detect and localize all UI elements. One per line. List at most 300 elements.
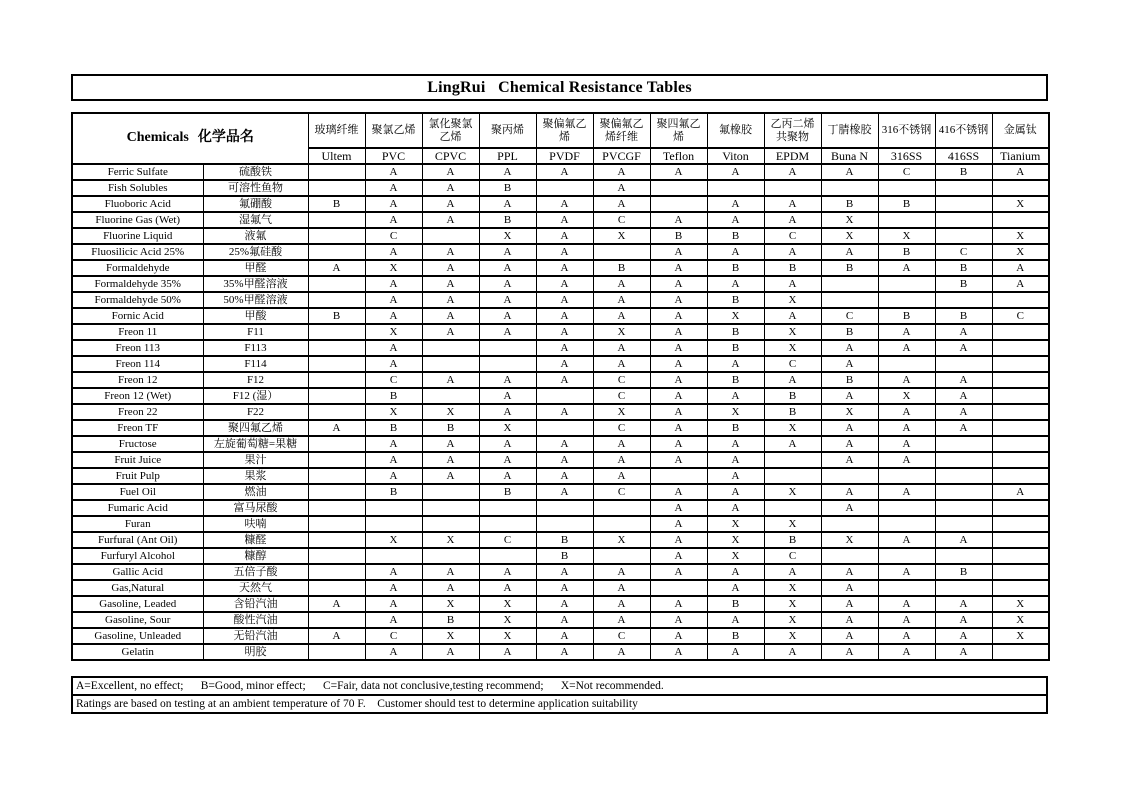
column-header-cn: 乙丙二烯共聚物 <box>764 113 821 148</box>
rating-cell: C <box>764 228 821 244</box>
rating-cell <box>365 516 422 532</box>
rating-cell <box>935 484 992 500</box>
rating-cell: A <box>707 452 764 468</box>
rating-cell: B <box>821 196 878 212</box>
rating-cell: B <box>707 228 764 244</box>
rating-cell <box>308 564 365 580</box>
rating-cell: B <box>764 532 821 548</box>
rating-cell <box>821 276 878 292</box>
rating-cell: A <box>707 564 764 580</box>
rating-cell: A <box>308 260 365 276</box>
rating-cell: A <box>935 388 992 404</box>
rating-cell: X <box>821 212 878 228</box>
chemical-name-cell: Freon 11 <box>72 324 203 340</box>
chemical-name-cell: Gasoline, Leaded <box>72 596 203 612</box>
rating-cell <box>935 228 992 244</box>
rating-cell: A <box>479 324 536 340</box>
chemical-cn-cell: 液氟 <box>203 228 308 244</box>
rating-cell <box>308 612 365 628</box>
rating-cell <box>992 340 1049 356</box>
chemical-cn-cell: 果汁 <box>203 452 308 468</box>
rating-cell: A <box>650 516 707 532</box>
chemical-cn-cell: 天然气 <box>203 580 308 596</box>
chemical-cn-cell: F11 <box>203 324 308 340</box>
rating-cell: A <box>878 644 935 660</box>
column-header-en: PVC <box>365 148 422 164</box>
table-row <box>72 212 1049 228</box>
rating-cell: A <box>650 644 707 660</box>
rating-cell <box>365 548 422 564</box>
rating-cell <box>422 516 479 532</box>
rating-cell: A <box>422 292 479 308</box>
chemical-name-cell: Freon 114 <box>72 356 203 372</box>
rating-cell: A <box>821 340 878 356</box>
rating-cell: A <box>650 212 707 228</box>
rating-cell <box>707 180 764 196</box>
legend-table <box>71 676 1048 714</box>
rating-cell: A <box>308 628 365 644</box>
rating-cell: A <box>821 452 878 468</box>
rating-cell: X <box>593 228 650 244</box>
rating-cell: C <box>593 628 650 644</box>
rating-cell: A <box>536 644 593 660</box>
rating-cell: B <box>764 388 821 404</box>
rating-cell: C <box>593 212 650 228</box>
rating-cell: X <box>878 388 935 404</box>
chemical-cn-cell: 聚四氟乙烯 <box>203 420 308 436</box>
chemical-name-cell: Fornic Acid <box>72 308 203 324</box>
rating-cell: A <box>365 180 422 196</box>
rating-cell: A <box>878 260 935 276</box>
rating-cell: A <box>479 196 536 212</box>
rating-cell <box>878 580 935 596</box>
rating-cell <box>536 388 593 404</box>
rating-cell: A <box>935 324 992 340</box>
table-row <box>72 196 1049 212</box>
rating-cell: X <box>707 404 764 420</box>
column-header-en: Buna N <box>821 148 878 164</box>
rating-cell <box>479 356 536 372</box>
rating-cell <box>935 548 992 564</box>
table-body <box>72 164 1049 660</box>
rating-cell: X <box>707 532 764 548</box>
rating-cell: A <box>422 212 479 228</box>
chemical-name-cell: Fluorine Liquid <box>72 228 203 244</box>
rating-cell: C <box>935 244 992 260</box>
rating-cell: A <box>593 580 650 596</box>
rating-cell <box>308 452 365 468</box>
chemical-cn-cell: 酸性汽油 <box>203 612 308 628</box>
rating-cell: X <box>764 612 821 628</box>
rating-cell: A <box>536 196 593 212</box>
rating-cell: A <box>650 324 707 340</box>
rating-cell: A <box>365 356 422 372</box>
rating-cell: X <box>764 324 821 340</box>
rating-cell: A <box>365 596 422 612</box>
rating-cell <box>308 324 365 340</box>
rating-cell <box>308 212 365 228</box>
table-row <box>72 436 1049 452</box>
chemical-cn-cell: F22 <box>203 404 308 420</box>
rating-cell <box>992 420 1049 436</box>
rating-cell: A <box>707 612 764 628</box>
rating-cell <box>764 500 821 516</box>
rating-cell: A <box>593 436 650 452</box>
table-row <box>72 340 1049 356</box>
rating-cell: A <box>821 628 878 644</box>
column-header-cn: 金属钛 <box>992 113 1049 148</box>
rating-cell: A <box>479 452 536 468</box>
rating-cell: A <box>479 468 536 484</box>
chemical-cn-cell: 糠醛 <box>203 532 308 548</box>
rating-cell: A <box>479 308 536 324</box>
rating-cell <box>308 500 365 516</box>
rating-cell <box>308 548 365 564</box>
table-row <box>72 276 1049 292</box>
title-box <box>71 74 1048 101</box>
rating-cell: X <box>992 196 1049 212</box>
table-row <box>72 564 1049 580</box>
rating-cell <box>878 516 935 532</box>
rating-cell <box>992 404 1049 420</box>
rating-cell: A <box>707 484 764 500</box>
rating-cell: A <box>422 276 479 292</box>
rating-cell: A <box>821 580 878 596</box>
rating-cell: A <box>422 644 479 660</box>
rating-cell: A <box>593 564 650 580</box>
rating-cell <box>308 388 365 404</box>
rating-cell: A <box>365 276 422 292</box>
rating-cell: X <box>764 484 821 500</box>
rating-cell: A <box>422 196 479 212</box>
rating-cell: X <box>365 260 422 276</box>
rating-cell <box>878 180 935 196</box>
rating-cell: A <box>365 164 422 180</box>
rating-cell: A <box>536 308 593 324</box>
rating-cell: A <box>479 580 536 596</box>
rating-cell: A <box>365 468 422 484</box>
rating-cell: C <box>593 420 650 436</box>
rating-cell: B <box>878 196 935 212</box>
table-row <box>72 164 1049 180</box>
rating-cell: A <box>365 612 422 628</box>
table-row <box>72 260 1049 276</box>
rating-cell: A <box>422 452 479 468</box>
rating-cell: B <box>707 596 764 612</box>
chemicals-header <box>72 113 308 164</box>
chemical-cn-cell: 氟硼酸 <box>203 196 308 212</box>
column-header-cn: 聚四氟乙烯 <box>650 113 707 148</box>
rating-cell: A <box>536 404 593 420</box>
rating-cell <box>479 340 536 356</box>
chemical-name-cell: Freon 12 <box>72 372 203 388</box>
rating-cell: A <box>479 404 536 420</box>
chemical-cn-cell: 果浆 <box>203 468 308 484</box>
rating-cell: A <box>593 164 650 180</box>
rating-cell: X <box>764 292 821 308</box>
rating-cell <box>935 468 992 484</box>
table-row <box>72 180 1049 196</box>
rating-cell: A <box>992 484 1049 500</box>
rating-cell: C <box>992 308 1049 324</box>
rating-cell: A <box>935 420 992 436</box>
rating-cell: A <box>764 212 821 228</box>
rating-cell: B <box>764 404 821 420</box>
rating-cell <box>308 276 365 292</box>
chemical-name-cell: Formaldehyde 50% <box>72 292 203 308</box>
rating-cell <box>422 484 479 500</box>
table-row <box>72 244 1049 260</box>
rating-cell <box>992 644 1049 660</box>
rating-cell <box>422 548 479 564</box>
rating-cell: X <box>422 404 479 420</box>
rating-cell: A <box>593 468 650 484</box>
rating-cell <box>821 180 878 196</box>
rating-cell: B <box>935 564 992 580</box>
chemical-name-cell: Freon 12 (Wet) <box>72 388 203 404</box>
table-row <box>72 452 1049 468</box>
rating-cell: A <box>593 452 650 468</box>
rating-cell <box>593 516 650 532</box>
rating-cell: A <box>821 564 878 580</box>
rating-cell <box>479 516 536 532</box>
rating-cell <box>422 340 479 356</box>
rating-cell: A <box>935 612 992 628</box>
rating-cell: X <box>707 308 764 324</box>
header-row-cn <box>72 113 1049 148</box>
table-row <box>72 612 1049 628</box>
table-row <box>72 596 1049 612</box>
rating-cell: X <box>992 228 1049 244</box>
rating-cell: A <box>536 484 593 500</box>
rating-cell <box>650 580 707 596</box>
rating-cell: A <box>365 436 422 452</box>
rating-cell <box>821 548 878 564</box>
rating-cell: X <box>593 404 650 420</box>
rating-cell: B <box>365 420 422 436</box>
rating-cell <box>308 244 365 260</box>
rating-cell: A <box>365 308 422 324</box>
rating-cell: B <box>764 260 821 276</box>
rating-cell: X <box>764 420 821 436</box>
chemical-cn-cell: F114 <box>203 356 308 372</box>
rating-cell: C <box>821 308 878 324</box>
rating-cell: C <box>764 356 821 372</box>
table-row <box>72 228 1049 244</box>
rating-cell <box>308 532 365 548</box>
rating-cell: A <box>536 292 593 308</box>
rating-cell: X <box>479 628 536 644</box>
rating-cell: A <box>707 388 764 404</box>
rating-cell <box>764 468 821 484</box>
table-row <box>72 628 1049 644</box>
rating-cell: X <box>992 612 1049 628</box>
rating-cell: A <box>707 468 764 484</box>
rating-cell: A <box>536 164 593 180</box>
rating-cell <box>308 292 365 308</box>
rating-cell <box>308 228 365 244</box>
chemical-name-cell: Ferric Sulfate <box>72 164 203 180</box>
table-row <box>72 356 1049 372</box>
rating-cell: A <box>536 340 593 356</box>
rating-cell: A <box>935 596 992 612</box>
rating-cell: A <box>422 468 479 484</box>
rating-cell: C <box>365 228 422 244</box>
rating-cell: X <box>764 516 821 532</box>
rating-cell: A <box>821 356 878 372</box>
rating-cell: A <box>422 244 479 260</box>
rating-cell: B <box>935 164 992 180</box>
rating-cell: A <box>650 420 707 436</box>
rating-cell: B <box>650 228 707 244</box>
rating-cell: X <box>992 628 1049 644</box>
rating-cell: A <box>479 644 536 660</box>
rating-cell <box>821 516 878 532</box>
rating-cell <box>308 404 365 420</box>
rating-cell <box>935 436 992 452</box>
column-header-en: Viton <box>707 148 764 164</box>
rating-cell: C <box>593 484 650 500</box>
rating-cell: A <box>764 372 821 388</box>
rating-cell <box>878 212 935 228</box>
chemical-name-cell: Fructose <box>72 436 203 452</box>
rating-cell: A <box>536 276 593 292</box>
rating-cell: X <box>365 404 422 420</box>
table-row <box>72 532 1049 548</box>
rating-cell <box>308 468 365 484</box>
rating-cell: B <box>536 548 593 564</box>
chemical-name-cell: Fuel Oil <box>72 484 203 500</box>
chemical-cn-cell: 硫酸铁 <box>203 164 308 180</box>
chemical-cn-cell: F12 <box>203 372 308 388</box>
rating-cell: A <box>365 580 422 596</box>
table-row <box>72 468 1049 484</box>
rating-cell <box>536 500 593 516</box>
rating-cell: X <box>422 628 479 644</box>
rating-cell: X <box>992 596 1049 612</box>
rating-cell: A <box>308 420 365 436</box>
column-header-en: Teflon <box>650 148 707 164</box>
rating-cell: C <box>479 532 536 548</box>
rating-cell: A <box>536 212 593 228</box>
rating-cell <box>593 500 650 516</box>
rating-cell: C <box>365 372 422 388</box>
rating-cell: A <box>479 244 536 260</box>
rating-cell: A <box>650 404 707 420</box>
column-header-cn: 聚丙烯 <box>479 113 536 148</box>
rating-cell: B <box>365 484 422 500</box>
rating-cell: A <box>707 500 764 516</box>
rating-cell: A <box>878 612 935 628</box>
rating-cell: B <box>935 276 992 292</box>
rating-cell <box>365 500 422 516</box>
rating-cell: A <box>479 292 536 308</box>
rating-cell <box>992 388 1049 404</box>
rating-cell: B <box>707 292 764 308</box>
rating-cell: A <box>422 164 479 180</box>
rating-cell: A <box>536 612 593 628</box>
rating-cell <box>992 292 1049 308</box>
rating-cell <box>422 500 479 516</box>
chemical-resistance-table <box>71 112 1050 661</box>
rating-cell: X <box>593 532 650 548</box>
rating-cell: C <box>764 548 821 564</box>
rating-cell: A <box>707 356 764 372</box>
legend-row-note <box>72 695 1047 713</box>
rating-cell: A <box>365 644 422 660</box>
rating-cell: A <box>935 372 992 388</box>
rating-cell: A <box>593 356 650 372</box>
rating-cell: A <box>422 180 479 196</box>
rating-cell: A <box>650 260 707 276</box>
page-title: LingRui Chemical Resistance Tables <box>427 78 692 96</box>
rating-cell: A <box>593 292 650 308</box>
rating-cell: C <box>593 388 650 404</box>
rating-cell <box>308 164 365 180</box>
rating-cell: B <box>422 420 479 436</box>
rating-cell: A <box>365 244 422 260</box>
rating-cell: A <box>821 420 878 436</box>
chemical-cn-cell: 甲醛 <box>203 260 308 276</box>
chemical-cn-cell: 糠醇 <box>203 548 308 564</box>
column-header-en: Tianium <box>992 148 1049 164</box>
column-header-cn: 氯化聚氯乙烯 <box>422 113 479 148</box>
rating-cell: A <box>365 452 422 468</box>
rating-cell: A <box>650 596 707 612</box>
column-header-en: CPVC <box>422 148 479 164</box>
rating-cell: A <box>764 164 821 180</box>
rating-cell: A <box>821 244 878 260</box>
rating-cell: A <box>479 436 536 452</box>
rating-cell: X <box>479 596 536 612</box>
rating-cell: X <box>764 580 821 596</box>
rating-cell <box>992 180 1049 196</box>
rating-cell <box>992 516 1049 532</box>
rating-cell: A <box>707 436 764 452</box>
legend-row-ratings <box>72 677 1047 695</box>
rating-cell: A <box>479 388 536 404</box>
chemical-name-cell: Furan <box>72 516 203 532</box>
rating-cell: A <box>878 404 935 420</box>
rating-cell: A <box>707 196 764 212</box>
rating-cell: A <box>935 644 992 660</box>
rating-cell: A <box>650 612 707 628</box>
rating-cell: A <box>878 532 935 548</box>
rating-cell: A <box>878 452 935 468</box>
rating-cell: A <box>650 372 707 388</box>
rating-cell: B <box>707 340 764 356</box>
chemical-cn-cell: F12 (湿） <box>203 388 308 404</box>
rating-cell: X <box>764 628 821 644</box>
table-row <box>72 404 1049 420</box>
rating-cell: A <box>707 580 764 596</box>
rating-cell: A <box>536 628 593 644</box>
rating-cell <box>992 212 1049 228</box>
rating-cell: X <box>764 340 821 356</box>
table-row <box>72 388 1049 404</box>
rating-cell <box>308 340 365 356</box>
rating-cell: A <box>650 532 707 548</box>
chemical-cn-cell: 五倍子酸 <box>203 564 308 580</box>
table-row <box>72 516 1049 532</box>
rating-cell: C <box>878 164 935 180</box>
rating-cell: A <box>593 180 650 196</box>
rating-cell <box>878 548 935 564</box>
rating-cell <box>308 180 365 196</box>
rating-cell: C <box>365 628 422 644</box>
rating-cell: A <box>764 564 821 580</box>
rating-cell: B <box>593 260 650 276</box>
